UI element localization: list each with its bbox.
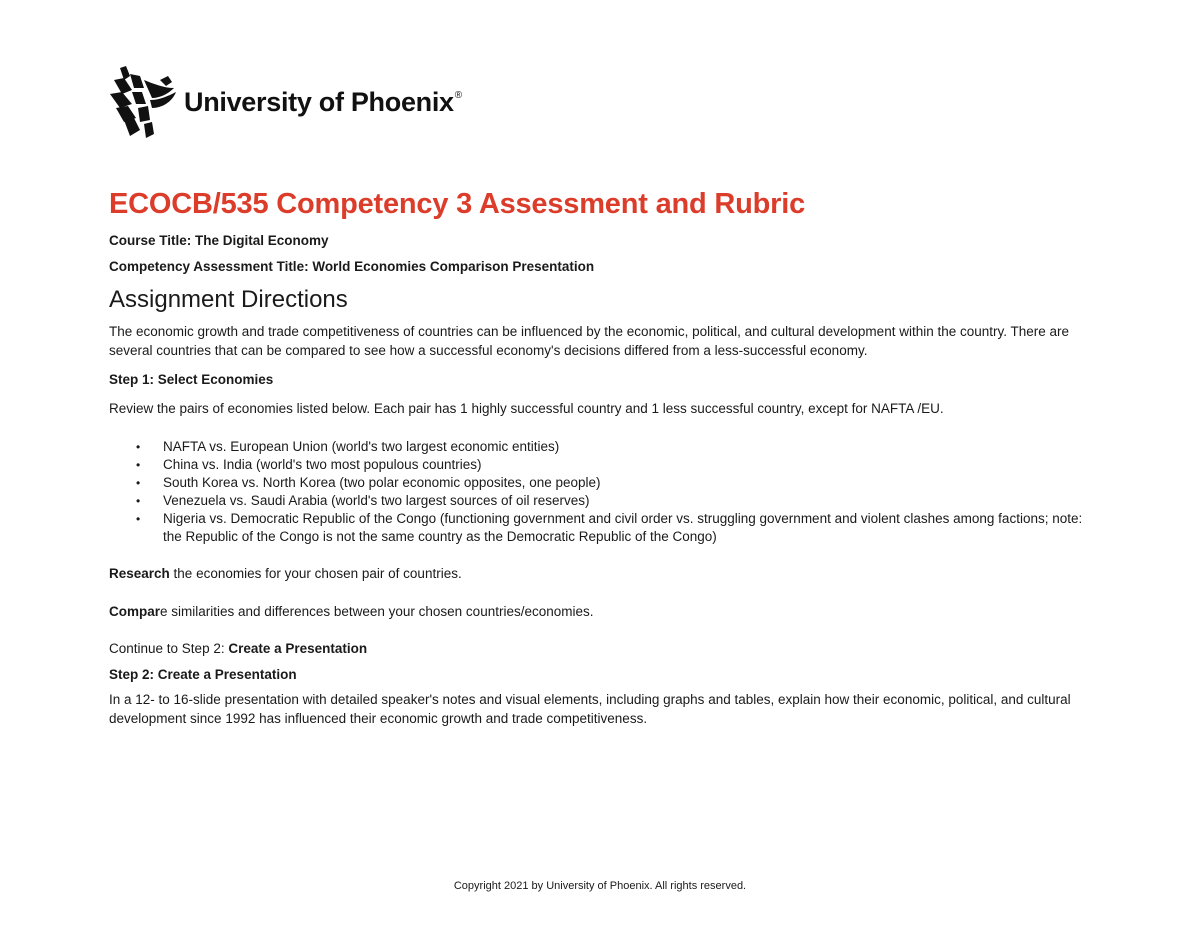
compare-bold: Compar	[109, 603, 161, 619]
bullet-icon: •	[136, 476, 141, 490]
list-item: • South Korea vs. North Korea (two polar economic opposites, one people)	[136, 475, 601, 490]
document-body	[109, 186, 1089, 728]
list-item: • Nigeria vs. Democratic Republic of the Congo (functioning government and civil order vs. struggling government and violent clashes among factions; note: the Republic of the Congo is not the same country as the Democratic Republic of the Congo)	[136, 511, 1083, 544]
section-heading-assignment-directions: Assignment Directions	[109, 286, 348, 313]
university-logo-text: University of Phoenix®	[184, 86, 462, 117]
bullet-icon: •	[136, 440, 141, 454]
list-item: • Venezuela vs. Saudi Arabia (world's two largest sources of oil reserves)	[136, 493, 590, 508]
phoenix-bird-icon	[110, 66, 180, 138]
economy-pairs-list	[109, 438, 1089, 546]
compare-paragraph: Compare similarities and differences between your chosen countries/economies.	[109, 603, 594, 619]
registered-mark: ®	[454, 89, 462, 101]
list-item: • NAFTA vs. European Union (world's two largest economic entities)	[136, 439, 560, 454]
research-bold: Research	[109, 566, 170, 581]
university-logo	[110, 66, 462, 138]
bullet-icon: •	[136, 494, 141, 508]
bullet-icon: •	[136, 458, 141, 472]
assessment-title: Competency Assessment Title: World Economies Comparison Presentation	[109, 259, 595, 274]
step2-paragraph: In a 12- to 16-slide presentation with detailed speaker's notes and visual elements, including graphs and tables, explain how their economic, political, and cultural development since 1992 has influenced their economic growth and trade competitiveness.	[109, 692, 1071, 726]
research-paragraph: Research the economies for your chosen pair of countries.	[109, 566, 462, 581]
bullet-icon: •	[136, 512, 141, 526]
course-title: Course Title: The Digital Economy	[109, 233, 329, 248]
step1-paragraph: Review the pairs of economies listed below. Each pair has 1 highly successful country and 1 less successful country, except for NAFTA /EU.	[109, 400, 944, 416]
continue-bold: Create a Presentation	[228, 641, 368, 656]
step2-heading: Step 2: Create a Presentation	[109, 666, 297, 682]
list-item: • China vs. India (world's two most populous countries)	[136, 457, 482, 472]
copyright-footer: Copyright 2021 by University of Phoenix. All rights reserved.	[453, 880, 747, 892]
continue-paragraph: Continue to Step 2: Create a Presentation	[109, 641, 368, 656]
document-title: ECOCB/535 Competency 3 Assessment and Rubric	[109, 188, 806, 220]
intro-paragraph: The economic growth and trade competitiveness of countries can be influenced by the economic, political, and cultural development within the country. There are several countries that can be compared to see how a successful economy's decisions differed from a less-successful economy.	[109, 324, 1070, 358]
step1-heading: Step 1: Select Economies	[109, 372, 274, 387]
